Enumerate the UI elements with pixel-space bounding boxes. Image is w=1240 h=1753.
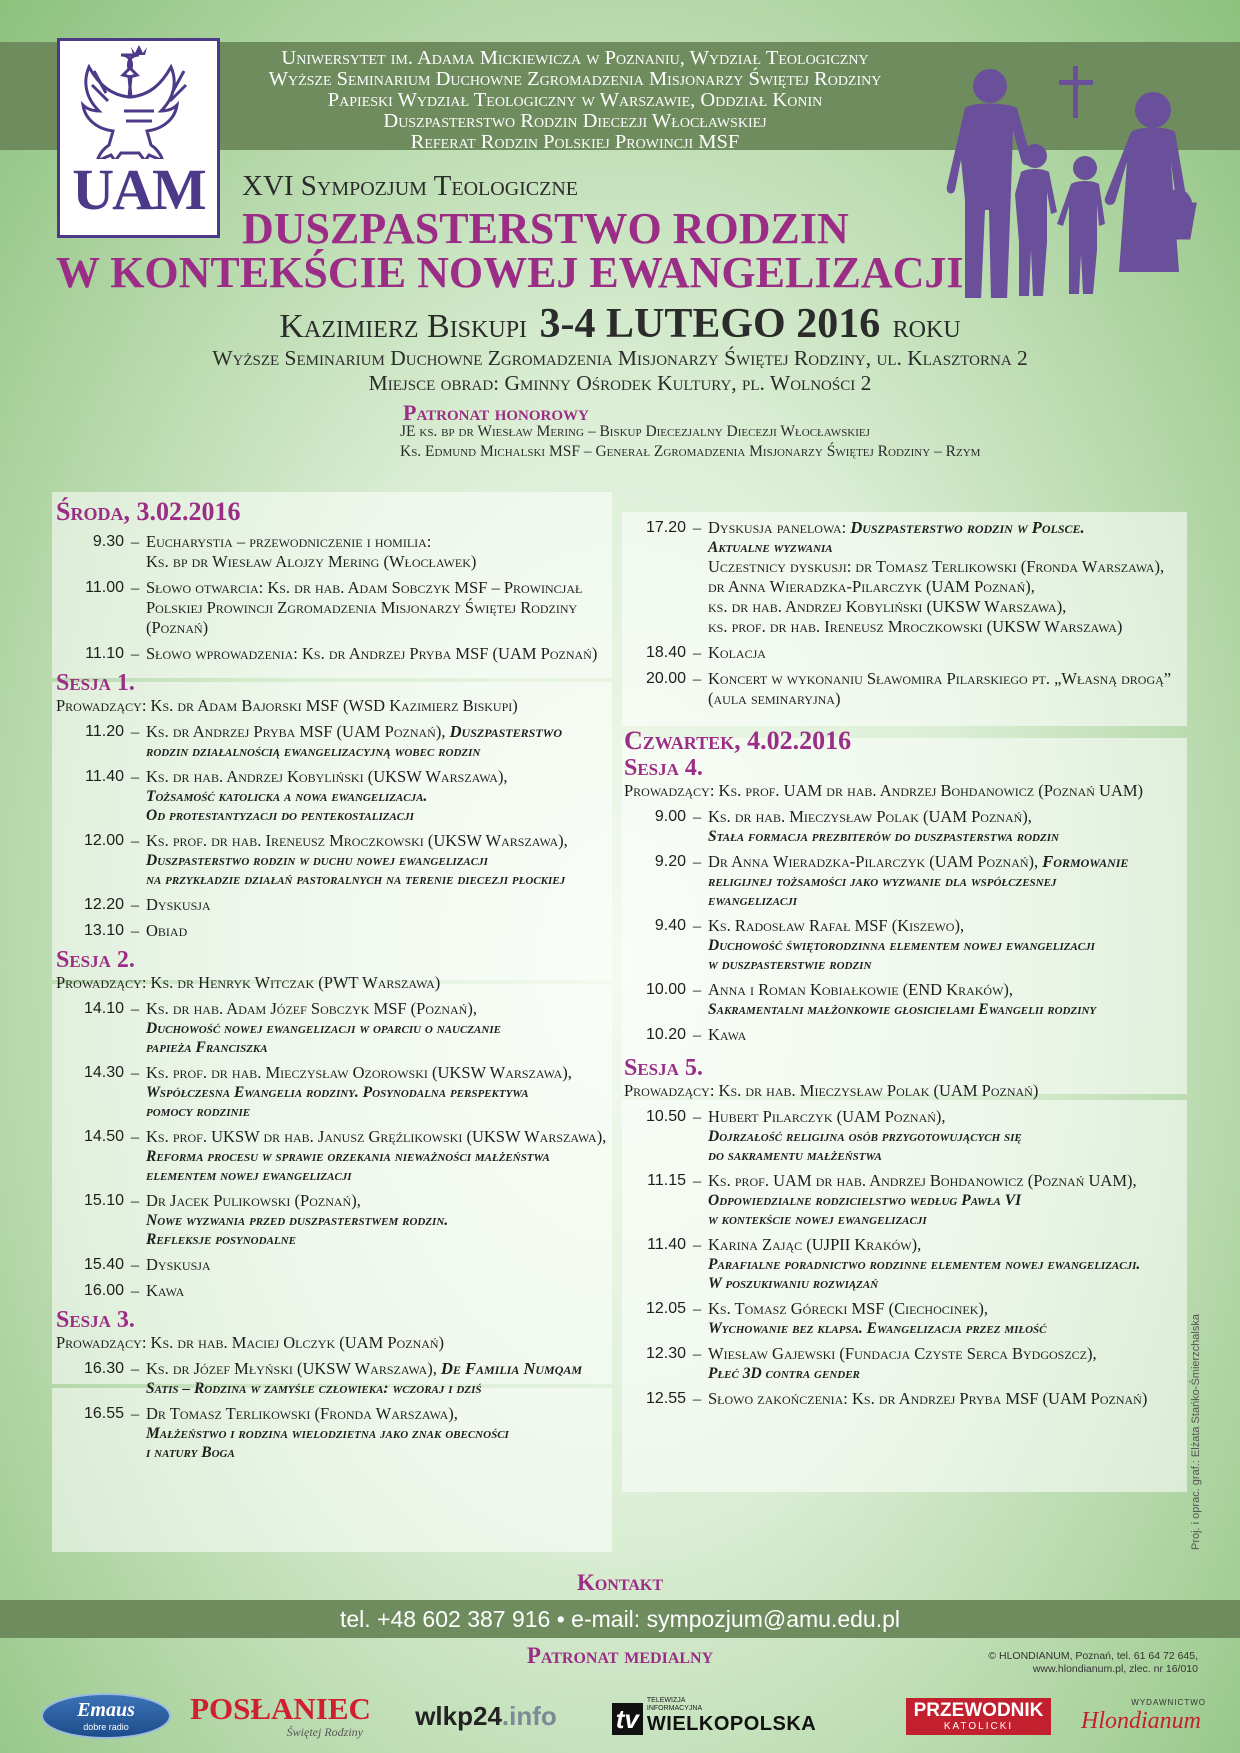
program-item: 10.00 – Anna i Roman Kobiałkowie (END Kraków), Sakramentalni małżonkowie głosicielami Ewangelii rodziny xyxy=(624,980,1189,1019)
program-item: 11.00 – Słowo otwarcia: Ks. dr hab. Adam Sobczyk MSF – Prowincjał Polskiej Prowincji Zgromadzenia Misjonarzy Świętej Rodziny (Poznań) xyxy=(56,578,616,638)
organizer-line: Duszpasterstwo Rodzin Diecezji Włocławskiej xyxy=(383,110,767,132)
item-time: 9.20 xyxy=(654,853,686,870)
item-talk: Tożsamość katolicka a nowa ewangelizacja. xyxy=(146,788,428,805)
item-talk: W poszukiwaniu rozwiązań xyxy=(708,1275,879,1292)
item-title: Kawa xyxy=(708,1025,747,1044)
item-speaker: Anna i Roman Kobiałkowie (END Kraków), xyxy=(708,980,1014,999)
program-left-column xyxy=(56,498,616,1462)
place: Kazimierz Biskupi xyxy=(279,308,528,345)
tv-wielkopolska-logo: tv TELEWIZJA INFORMACYJNA WIELKOPOLSKA xyxy=(604,1688,824,1744)
venue xyxy=(0,346,1240,396)
item-time: 12.55 xyxy=(645,1390,686,1407)
item-talk: elementem nowej ewangelizacji xyxy=(146,1167,352,1184)
item-title: Słowo otwarcia: Ks. dr hab. Adam Sobczyk MSF – Prowincjał xyxy=(146,578,583,597)
item-note: Uczestnicy dyskusji: dr Tomasz Terlikowski (Fronda Warszawa), xyxy=(708,557,1165,576)
printer-line: © HLONDIANUM, Poznań, tel. 61 64 72 645, xyxy=(988,1650,1198,1662)
item-time: 10.20 xyxy=(645,1026,686,1043)
item-talk: Współczesna Ewangelia rodziny. Posynodalna perspektywa xyxy=(146,1084,529,1101)
item-time: 12.30 xyxy=(645,1345,686,1362)
logo-text: UAM xyxy=(72,157,205,222)
item-time: 11.10 xyxy=(85,645,124,662)
item-talk: na przykładzie działań pastoralnych na terenie diecezji płockiej xyxy=(146,871,566,888)
item-talk: Od protestantyzacji do pentekostalizacji xyxy=(146,807,414,824)
program-item: 15.10 – Dr Jacek Pulikowski (Poznań), Nowe wyzwania przed duszpasterstwem rodzin. Refleksje posynodalne xyxy=(56,1191,616,1249)
item-speaker: Wiesław Gajewski (Fundacja Czyste Serca Bydgoszcz), xyxy=(708,1344,1097,1363)
item-time: 11.15 xyxy=(647,1172,686,1189)
item-speaker: Dr Jacek Pulikowski (Poznań), xyxy=(146,1191,361,1210)
program-item: 10.50 – Hubert Pilarczyk (UAM Poznań), Dojrzałość religijna osób przygotowujących się do sakramentu małżeństwa xyxy=(624,1107,1189,1165)
program-item: 11.40 – Karina Zając (UJPII Kraków), Parafialne poradnictwo rodzinne elementem nowej ewangelizacji. W poszukiwaniu rozwiązań xyxy=(624,1235,1189,1293)
item-talk: Duchowość świętorodzinna elementem nowej ewangelizacji xyxy=(708,937,1095,954)
symposium-label: XVI Sympozjum Teologiczne xyxy=(242,170,579,202)
family-silhouette-icon xyxy=(935,58,1205,298)
item-talk: Duszpasterstwo rodzin w Polsce. xyxy=(850,518,1085,537)
item-talk: Nowe wyzwania przed duszpasterstwem rodzin. xyxy=(146,1212,449,1229)
session-moderator: Prowadzący: Ks. dr Henryk Witczak (PWT Warszawa) xyxy=(56,973,441,992)
item-talk: do sakramentu małżeństwa xyxy=(708,1147,882,1164)
program-item: 9.40 – Ks. Radosław Rafał MSF (Kiszewo), Duchowość świętorodzinna elementem nowej ewangelizacji w duszpasterstwie rodzin xyxy=(624,916,1189,974)
item-title: Eucharystia – przewodniczenie i homilia: xyxy=(146,532,432,551)
item-time: 11.00 xyxy=(85,579,124,596)
program-item: 11.10 – Słowo wprowadzenia: Ks. dr Andrzej Pryba MSF (UAM Poznań) xyxy=(56,644,616,664)
program-item: 12.30 – Wiesław Gajewski (Fundacja Czyste Serca Bydgoszcz), Płeć 3D contra gender xyxy=(624,1344,1189,1383)
media-patronage-title: Patronat medialny xyxy=(526,1643,714,1668)
item-speaker: Hubert Pilarczyk (UAM Poznań), xyxy=(708,1107,946,1126)
item-talk: i natury Boga xyxy=(146,1444,235,1461)
item-speaker: Ks. dr hab. Mieczysław Polak (UAM Poznań), xyxy=(708,807,1032,826)
item-speaker: Dyskusja panelowa: Duszpasterstwo rodzin w Polsce. xyxy=(708,518,1085,537)
organizer-line: Papieski Wydział Teologiczny w Warszawie, Oddział Konin xyxy=(327,89,823,111)
item-note: ks. dr hab. Andrzej Kobyliński (UKSW Warszawa), xyxy=(708,597,1067,616)
program-right-column xyxy=(624,518,1189,1409)
organizer-line: Uniwersytet im. Adama Mickiewicza w Poznaniu, Wydział Teologiczny xyxy=(281,47,869,69)
session-moderator: Prowadzący: Ks. dr hab. Mieczysław Polak (UAM Poznań) xyxy=(624,1081,1039,1100)
program-item: 13.10 – Obiad xyxy=(56,921,616,941)
program-item: 12.20 – Dyskusja xyxy=(56,895,616,915)
printer-info xyxy=(988,1650,1198,1676)
patronage-list xyxy=(400,422,980,462)
session-heading: Sesja 5. xyxy=(624,1055,703,1081)
item-title: Dyskusja xyxy=(146,895,211,914)
item-talk: Formowanie xyxy=(1042,852,1129,871)
program-item: 9.20 – Dr Anna Wieradzka-Pilarczyk (UAM Poznań), Formowanie religijnej tożsamości jako wyzwanie dla współczesnej ewangelizacji xyxy=(624,852,1189,910)
item-speaker: Ks. prof. UKSW dr hab. Janusz Gręźlikowski (UKSW Warszawa), xyxy=(146,1127,607,1146)
program-item: 12.05 – Ks. Tomasz Górecki MSF (Ciechocinek), Wychowanie bez klapsa. Ewangelizacja przez miłość xyxy=(624,1299,1189,1338)
item-time: 17.20 xyxy=(645,519,686,536)
item-title: Obiad xyxy=(146,921,188,940)
program-item: 9.00 – Ks. dr hab. Mieczysław Polak (UAM Poznań), Stała formacja prezbiterów do duszpasterstwa rodzin xyxy=(624,807,1189,846)
venue-line: Wyższe Seminarium Duchowne Zgromadzenia Misjonarzy Świętej Rodziny, ul. Klasztorna 2 xyxy=(212,346,1028,370)
item-time: 9.00 xyxy=(654,808,686,825)
program-item: 16.30 – Ks. dr Józef Młyński (UKSW Warszawa), De Familia Numqam Satis – Rodzina w zamyśle człowieka: wczoraj i dziś xyxy=(56,1359,616,1398)
item-time: 10.00 xyxy=(645,981,686,998)
organizer-line: Wyższe Seminarium Duchowne Zgromadzenia Misjonarzy Świętej Rodziny xyxy=(268,68,882,90)
title-line-2: W KONTEKŚCIE NOWEJ EWANGELIZACJI xyxy=(56,248,964,297)
item-time: 16.30 xyxy=(83,1360,124,1377)
date-line xyxy=(0,300,1240,348)
item-speaker: Ks. Tomasz Górecki MSF (Ciechocinek), xyxy=(708,1299,989,1318)
session-moderator: Prowadzący: Ks. prof. UAM dr hab. Andrzej Bohdanowicz (Poznań UAM) xyxy=(624,781,1144,800)
item-title: Koncert w wykonaniu Sławomira Pilarskiego pt. „Własną drogą” xyxy=(708,669,1172,688)
item-time: 10.50 xyxy=(645,1108,686,1125)
item-talk: De Familia Numqam xyxy=(440,1359,583,1378)
patronage-title: Patronat honorowy xyxy=(403,400,589,425)
item-talk: Wychowanie bez klapsa. Ewangelizacja przez miłość xyxy=(708,1320,1047,1337)
program-item: 9.30 – Eucharystia – przewodniczenie i homilia: Ks. bp dr Wiesław Alojzy Mering (Włocławek) xyxy=(56,532,616,572)
item-title: Słowo zakończenia: Ks. dr Andrzej Pryba MSF (UAM Poznań) xyxy=(708,1389,1148,1408)
item-talk: Duchowość nowej ewangelizacji w oparciu o nauczanie xyxy=(146,1020,501,1037)
item-title: Kolacja xyxy=(708,643,766,662)
session-moderator: Prowadzący: Ks. dr hab. Maciej Olczyk (UAM Poznań) xyxy=(56,1333,445,1352)
program-item: 12.55 – Słowo zakończenia: Ks. dr Andrzej Pryba MSF (UAM Poznań) xyxy=(624,1389,1189,1409)
item-time: 11.40 xyxy=(85,768,124,785)
item-time: 14.10 xyxy=(83,1000,124,1017)
session-heading: Sesja 3. xyxy=(56,1307,135,1333)
item-note: (Poznań) xyxy=(146,618,209,637)
item-note: (aula seminaryjna) xyxy=(708,689,841,708)
program-item: 14.30 – Ks. prof. dr hab. Mieczysław Ozorowski (UKSW Warszawa), Współczesna Ewangelia rodziny. Posynodalna perspektywa pomocy rodzinie xyxy=(56,1063,616,1121)
item-note: Polskiej Prowincji Zgromadzenia Misjonarzy Świętej Rodziny xyxy=(146,598,578,617)
item-talk: Parafialne poradnictwo rodzinne elementem nowej ewangelizacji. xyxy=(708,1256,1141,1273)
wlkp24-logo: wlkp24 .info xyxy=(415,1700,557,1731)
item-time: 9.30 xyxy=(92,533,124,550)
item-talk: ewangelizacji xyxy=(708,892,798,909)
item-speaker: Dr Tomasz Terlikowski (Fronda Warszawa), xyxy=(146,1404,458,1423)
item-speaker: Ks. dr hab. Andrzej Kobyliński (UKSW Warszawa), xyxy=(146,767,508,786)
item-time: 11.20 xyxy=(85,723,124,740)
item-speaker: Ks. prof. dr hab. Ireneusz Mroczkowski (UKSW Warszawa), xyxy=(146,831,568,850)
program-item: 17.20 – Dyskusja panelowa: Duszpasterstwo rodzin w Polsce. Aktualne wyzwania Uczestnicy dyskusji: dr Tomasz Terlikowski (Fronda Warszawa), dr Anna Wieradzka-Pilarczyk (UAM Poznań), ks. dr hab. Andrzej Kobyliński (UKSW Warszawa), ks. prof. dr hab. Ireneusz Mroczkowski (UKSW Warszawa) xyxy=(624,518,1189,637)
item-time: 16.00 xyxy=(83,1282,124,1299)
item-time: 14.30 xyxy=(83,1064,124,1081)
hlondianum-logo: WYDAWNICTWO Hlondianum xyxy=(1081,1697,1206,1734)
item-talk: Aktualne wyzwania xyxy=(708,539,833,556)
program-item: 16.00 – Kawa xyxy=(56,1281,616,1301)
organizers-list xyxy=(225,48,925,153)
program-item: 10.20 – Kawa xyxy=(624,1025,1189,1045)
item-talk: Satis – Rodzina w zamyśle człowieka: wczoraj i dziś xyxy=(146,1380,482,1397)
patron-line: Ks. Edmund Michalski MSF – Generał Zgromadzenia Misjonarzy Świętej Rodziny – Rzym xyxy=(400,443,981,460)
emaus-logo: Emaus dobre radio xyxy=(36,1688,176,1744)
program-item: 20.00 – Koncert w wykonaniu Sławomira Pilarskiego pt. „Własną drogą” (aula seminaryjna) xyxy=(624,669,1189,709)
item-talk: Duszpasterstwo rodzin w duchu nowej ewangelizacji xyxy=(146,852,488,869)
item-talk: pomocy rodzinie xyxy=(146,1103,251,1120)
item-talk: religijnej tożsamości jako wyzwanie dla współczesnej xyxy=(708,873,1057,890)
program-item: 14.50 – Ks. prof. UKSW dr hab. Janusz Gręźlikowski (UKSW Warszawa), Reforma procesu w sprawie orzekania nieważności małżeństwa elementem nowej ewangelizacji xyxy=(56,1127,616,1185)
program-item: 14.10 – Ks. dr hab. Adam Józef Sobczyk MSF (Poznań), Duchowość nowej ewangelizacji w oparciu o nauczanie papieża Franciszka xyxy=(56,999,616,1057)
item-title: Słowo wprowadzenia: Ks. dr Andrzej Pryba MSF (UAM Poznań) xyxy=(146,644,598,663)
item-time: 15.40 xyxy=(83,1256,124,1273)
year-suffix: roku xyxy=(892,308,961,345)
venue-line: Miejsce obrad: Gminny Ośrodek Kultury, pl. Wolności 2 xyxy=(368,371,872,395)
item-time: 12.05 xyxy=(645,1300,686,1317)
program-item: 16.55 – Dr Tomasz Terlikowski (Fronda Warszawa), Małżeństwo i rodzina wielodzietna jako znak obecności i natury Boga xyxy=(56,1404,616,1462)
item-talk: Sakramentalni małżonkowie głosicielami Ewangelii rodziny xyxy=(708,1001,1097,1018)
program-item: 11.20 – Ks. dr Andrzej Pryba MSF (UAM Poznań), Duszpasterstwo rodzin działalnością ewangelizacyjną wobec rodzin xyxy=(56,722,616,761)
item-time: 12.00 xyxy=(83,832,124,849)
day-heading: Środa, 3.02.2016 xyxy=(56,497,241,526)
organizer-line: Referat Rodzin Polskiej Prowincji MSF xyxy=(410,131,740,153)
program-item: 15.40 – Dyskusja xyxy=(56,1255,616,1275)
title-line-1: DUSZPASTERSTWO RODZIN xyxy=(242,204,849,253)
program-item: 11.40 – Ks. dr hab. Andrzej Kobyliński (UKSW Warszawa), Tożsamość katolicka a nowa ewangelizacja. Od protestantyzacji do pentekostalizacji xyxy=(56,767,616,825)
day-heading: Czwartek, 4.02.2016 xyxy=(624,726,852,755)
item-time: 18.40 xyxy=(645,644,686,661)
program-item: 12.00 – Ks. prof. dr hab. Ireneusz Mroczkowski (UKSW Warszawa), Duszpasterstwo rodzin w duchu nowej ewangelizacji na przykładzie działań pastoralnych na terenie diecezji płockiej xyxy=(56,831,616,889)
item-talk: Reforma procesu w sprawie orzekania nieważności małżeństwa xyxy=(146,1148,550,1165)
item-talk: Odpowiedzialne rodzicielstwo według Pawła VI xyxy=(708,1192,1022,1209)
session-heading: Sesja 4. xyxy=(624,755,703,781)
przewodnik-katolicki-logo: PRZEWODNIK KATOLICKI xyxy=(896,1688,1061,1744)
item-time: 11.40 xyxy=(647,1236,686,1253)
item-title: Kawa xyxy=(146,1281,185,1300)
program-item: 18.40 – Kolacja xyxy=(624,643,1189,663)
item-time: 15.10 xyxy=(83,1192,124,1209)
program-item: 11.15 – Ks. prof. UAM dr hab. Andrzej Bohdanowicz (Poznań UAM), Odpowiedzialne rodzicielstwo według Pawła VI w kontekście nowej ewangelizacji xyxy=(624,1171,1189,1229)
contact-line[interactable]: tel. +48 602 387 916 • e-mail: sympozjum@amu.edu.pl xyxy=(0,1600,1240,1638)
session-heading: Sesja 1. xyxy=(56,670,135,696)
item-time: 12.20 xyxy=(83,896,124,913)
item-talk: Duszpasterstwo xyxy=(449,722,562,741)
session-moderator: Prowadzący: Ks. dr Adam Bajorski MSF (WSD Kazimierz Biskupi) xyxy=(56,696,518,715)
eagle-icon xyxy=(64,41,214,159)
item-talk: papieża Franciszka xyxy=(146,1039,268,1056)
item-speaker: Ks. dr Andrzej Pryba MSF (UAM Poznań), Duszpasterstwo xyxy=(146,722,562,741)
design-credit: Proj. i oprac. graf.: Elżata Stańko-Śmierzchalska xyxy=(1190,1314,1202,1550)
patron-line: JE ks. bp dr Wiesław Mering – Biskup Diecezjalny Diecezji Włocławskiej xyxy=(400,423,870,440)
item-speaker: Ks. Radosław Rafał MSF (Kiszewo), xyxy=(708,916,965,935)
item-time: 20.00 xyxy=(645,670,686,687)
item-speaker: Ks. dr hab. Adam Józef Sobczyk MSF (Poznań), xyxy=(146,999,477,1018)
item-talk: w kontekście nowej ewangelizacji xyxy=(708,1211,927,1228)
item-time: 14.50 xyxy=(83,1128,124,1145)
poslaniec-logo: POSŁANIEC Świętej Rodziny xyxy=(190,1690,371,1739)
item-talk: Stała formacja prezbiterów do duszpasterstwa rodzin xyxy=(708,828,1059,845)
item-speaker: Ks. prof. dr hab. Mieczysław Ozorowski (UKSW Warszawa), xyxy=(146,1063,572,1082)
contact-title: Kontakt xyxy=(576,1570,664,1595)
media-sponsors xyxy=(36,1688,1206,1744)
event-dates: 3-4 LUTEGO 2016 xyxy=(539,301,881,347)
item-time: 16.55 xyxy=(83,1405,124,1422)
item-talk: Małżeństwo i rodzina wielodzietna jako znak obecności xyxy=(146,1425,509,1442)
item-note: dr Anna Wieradzka-Pilarczyk (UAM Poznań), xyxy=(708,577,1035,596)
item-note: Ks. bp dr Wiesław Alojzy Mering (Włocławek) xyxy=(146,552,477,571)
item-speaker: Karina Zając (UJPII Kraków), xyxy=(708,1235,922,1254)
item-time: 9.40 xyxy=(654,917,686,934)
item-speaker: Dr Anna Wieradzka-Pilarczyk (UAM Poznań), Formowanie xyxy=(708,852,1129,871)
item-note: ks. prof. dr hab. Ireneusz Mroczkowski (UKSW Warszawa) xyxy=(708,617,1123,636)
printer-line: www.hlondianum.pl, zlec. nr 16/010 xyxy=(1032,1663,1198,1675)
session-heading: Sesja 2. xyxy=(56,947,135,973)
uam-logo xyxy=(57,38,220,238)
item-talk: Dojrzałość religijna osób przygotowujących się xyxy=(708,1128,1022,1145)
item-talk: w duszpasterstwie rodzin xyxy=(708,956,872,973)
item-talk: Płeć 3D contra gender xyxy=(708,1365,860,1382)
item-talk: rodzin działalnością ewangelizacyjną wobec rodzin xyxy=(146,743,481,760)
item-speaker: Ks. prof. UAM dr hab. Andrzej Bohdanowicz (Poznań UAM), xyxy=(708,1171,1137,1190)
item-talk: Refleksje posynodalne xyxy=(146,1231,296,1248)
item-speaker: Ks. dr Józef Młyński (UKSW Warszawa), De Familia Numqam xyxy=(146,1359,583,1378)
item-time: 13.10 xyxy=(83,922,124,939)
item-title: Dyskusja xyxy=(146,1255,211,1274)
